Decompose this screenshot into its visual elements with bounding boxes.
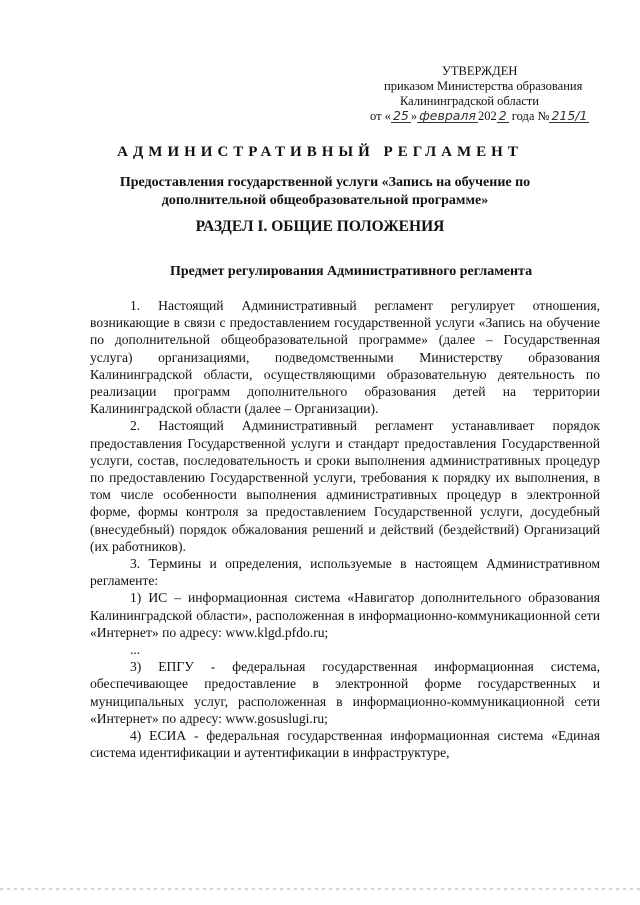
term-3: 3) ЕПГУ - федеральная государственная информационная система, обеспечивающее предоставление в электронной форме государственных и муниципальных услуг, расположенная в информационно-коммуникационной сети «Интернет» по адресу: www.gosuslugi.ru;	[90, 659, 600, 726]
approval-date-line	[370, 109, 620, 124]
approval-order: приказом Министерства образования	[384, 79, 583, 93]
term-4: 4) ЕСИА - федеральная государственная информационная система «Единая система идентификации и аутентификации в инфраструктуре,	[90, 728, 600, 761]
paragraph-3: 3. Термины и определения, используемые в настоящем Административном регламенте:	[90, 556, 600, 589]
year-prefix: 202	[477, 109, 497, 123]
approval-region: Калининградской области	[400, 94, 539, 108]
document-subtitle: Предоставления государственной услуги «Запись на обучение по дополнительной общеобразовательной программе»	[119, 175, 531, 208]
subject-heading: Предмет регулирования Административного регламента	[170, 264, 533, 279]
date-prefix: от «	[370, 109, 391, 123]
document-title: АДМИНИСТРАТИВНЫЙ РЕГЛАМЕНТ	[117, 144, 523, 160]
term-2: ...	[130, 642, 141, 658]
handwritten-day: 25	[392, 108, 409, 123]
date-mid: »	[410, 109, 418, 123]
paragraph-1: 1. Настоящий Административный регламент регулирует отношения, возникающие в связи с предоставлением государственной услуги «Запись на обучение по дополнительной общеобразовательной программе» (далее – Государственная услуга) организациями, подведомственными Министерству образования Калининградской области, осуществляющими образовательную деятельность по реализации программ дополнительного образования детей на территории Калининградской области (далее – Организации).	[90, 298, 600, 417]
document-body	[90, 297, 600, 761]
handwritten-number: 215/1	[551, 108, 588, 123]
paragraph-2: 2. Настоящий Административный регламент устанавливает порядок предоставления Государственной услуги и стандарт предоставления Государственной услуги, состав, последовательность и сроки выполнения административных процедур по предоставлению Государственной услуги, требования к порядку их выполнения, в том числе особенности выполнения административных процедур в электронной форме, формы контроля за предоставлением Государственной услуги, досудебный (внесудебный) порядок обжалования решений и действий (бездействий) Организаций (их работников).	[90, 418, 600, 554]
scan-artifact-line	[0, 888, 640, 890]
approval-block	[370, 64, 620, 124]
term-1: 1) ИС – информационная система «Навигатор дополнительного образования Калининградской области», расположенная в информационно-коммуникационной сети «Интернет» по адресу: www.klgd.pfdo.ru;	[90, 590, 600, 640]
section-heading: РАЗДЕЛ I. ОБЩИЕ ПОЛОЖЕНИЯ	[195, 218, 445, 235]
approval-title: УТВЕРЖДЕН	[442, 64, 518, 78]
handwritten-year-digit: 2	[498, 108, 507, 123]
handwritten-month: февраля	[419, 108, 476, 123]
year-suffix: года №	[508, 109, 550, 123]
